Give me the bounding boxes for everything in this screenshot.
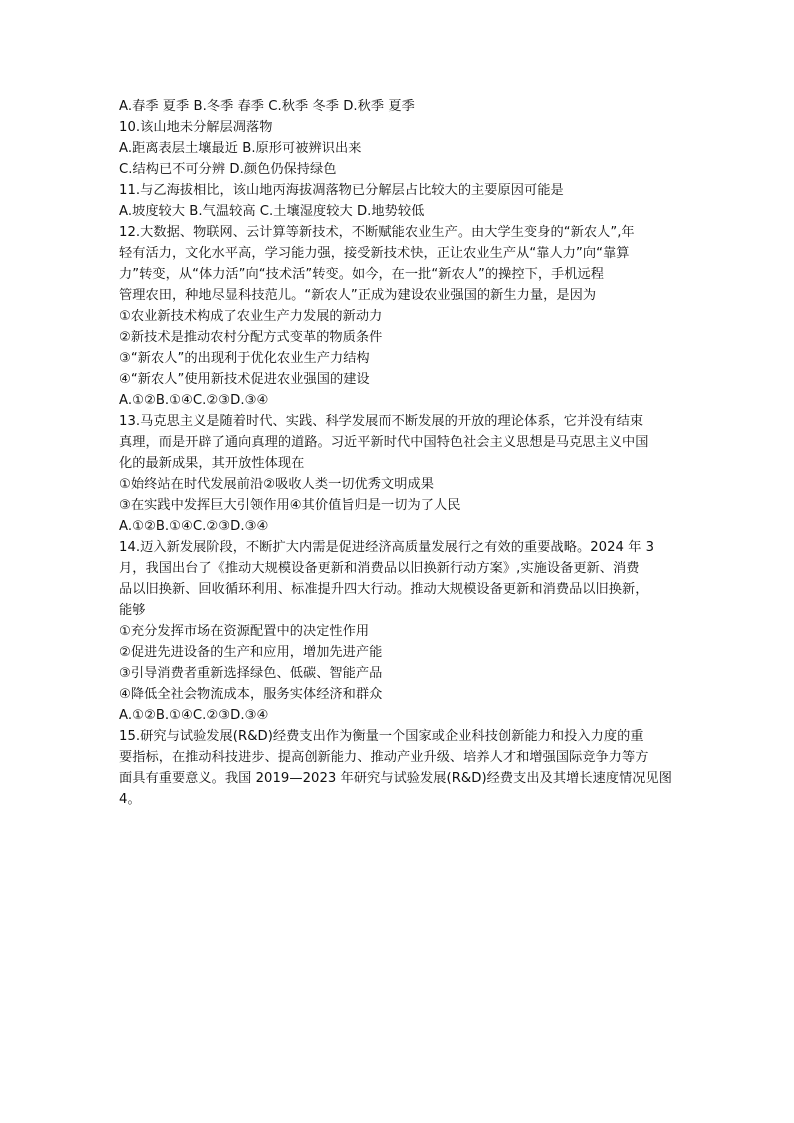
q10-options-cd: C.结构已不可分辨 D.颜色仍保持绿色: [119, 162, 337, 177]
q10-stem: 10.该山地未分解层凋落物: [119, 120, 273, 135]
q14-stem-line-4: 能够: [119, 603, 146, 618]
q12-item-3: ③“新农人”的出现利于优化农业生产力结构: [119, 351, 370, 366]
q13-stem-line-1: 13.马克思主义是随着时代、实践、科学发展而不断发展的开放的理论体系，它并没有结束: [119, 414, 644, 429]
exam-page: [119, 96, 685, 810]
q12-stem-line-1: 12.大数据、物联网、云计算等新技术，不断赋能农业生产。由大学生变身的“新农人”,年: [119, 225, 635, 240]
q12-item-1: ①农业新技术构成了农业生产力发展的新动力: [119, 309, 383, 324]
q14-stem-line-3: 品以旧换新、回收循环利用、标准提升四大行动。推动大规模设备更新和消费品以旧换新，: [119, 582, 649, 597]
q15-stem-line-3: 面具有重要意义。我国 2019—2023 年研究与试验发展(R&D)经费支出及其增长速度情况见图: [119, 771, 672, 786]
q12-item-2: ②新技术是推动农村分配方式变革的物质条件: [119, 330, 383, 345]
q14-item-1: ①充分发挥市场在资源配置中的决定性作用: [119, 624, 370, 639]
q13-options: A.①②B.①④C.②③D.③④: [119, 519, 269, 534]
q11-stem: 11.与乙海拔相比，该山地丙海拔凋落物已分解层占比较大的主要原因可能是: [119, 183, 564, 198]
q13-stem-line-2: 真理，而是开辟了通向真理的道路。习近平新时代中国特色社会主义思想是马克思主义中国: [119, 435, 649, 450]
q15-stem-line-1: 15.研究与试验发展(R&D)经费支出作为衡量一个国家或企业科技创新能力和投入力度的重: [119, 729, 644, 744]
q14-stem-line-2: 月，我国出台了《推动大规模设备更新和消费品以旧换新行动方案》,实施设备更新、消费: [119, 561, 640, 576]
q12-stem-line-2: 轻有活力，文化水平高，学习能力强，接受新技术快，正让农业生产从“靠人力”向“靠算: [119, 246, 630, 261]
q14-item-2: ②促进先进设备的生产和应用，增加先进产能: [119, 645, 383, 660]
q13-stem-line-3: 化的最新成果，其开放性体现在: [119, 456, 305, 471]
q15-stem-line-4: 4。: [119, 792, 141, 807]
q12-stem-line-4: 管理农田，种地尽显科技范儿。“新农人”正成为建设农业强国的新生力量，是因为: [119, 288, 597, 303]
q12-stem-line-3: 力”转变，从“体力活”向“技术活”转变。如今，在一批“新农人”的操控下，手机远程: [119, 267, 605, 282]
q10-options-ab: A.距离表层土壤最近 B.原形可被辨识出来: [119, 141, 362, 156]
q14-item-3: ③引导消费者重新选择绿色、低碳、智能产品: [119, 666, 383, 681]
q12-item-4: ④“新农人”使用新技术促进农业强国的建设: [119, 372, 370, 387]
q9-options: A.春季 夏季 B.冬季 春季 C.秋季 冬季 D.秋季 夏季: [119, 99, 415, 114]
q14-options: A.①②B.①④C.②③D.③④: [119, 708, 269, 723]
q15-stem-line-2: 要指标，在推动科技进步、提高创新能力、推动产业升级、培养人才和增强国际竞争力等方: [119, 750, 649, 765]
q13-item-1: ①始终站在时代发展前沿②吸收人类一切优秀文明成果: [119, 477, 434, 492]
q13-item-2: ③在实践中发挥巨大引领作用④其价值旨归是一切为了人民: [119, 498, 461, 513]
q12-options: A.①②B.①④C.②③D.③④: [119, 393, 269, 408]
q14-stem-line-1: 14.迈入新发展阶段，不断扩大内需是促进经济高质量发展行之有效的重要战略。2024 年 3: [119, 540, 655, 555]
q14-item-4: ④降低全社会物流成本，服务实体经济和群众: [119, 687, 383, 702]
q11-options: A.坡度较大 B.气温较高 C.土壤湿度较大 D.地势较低: [119, 204, 425, 219]
